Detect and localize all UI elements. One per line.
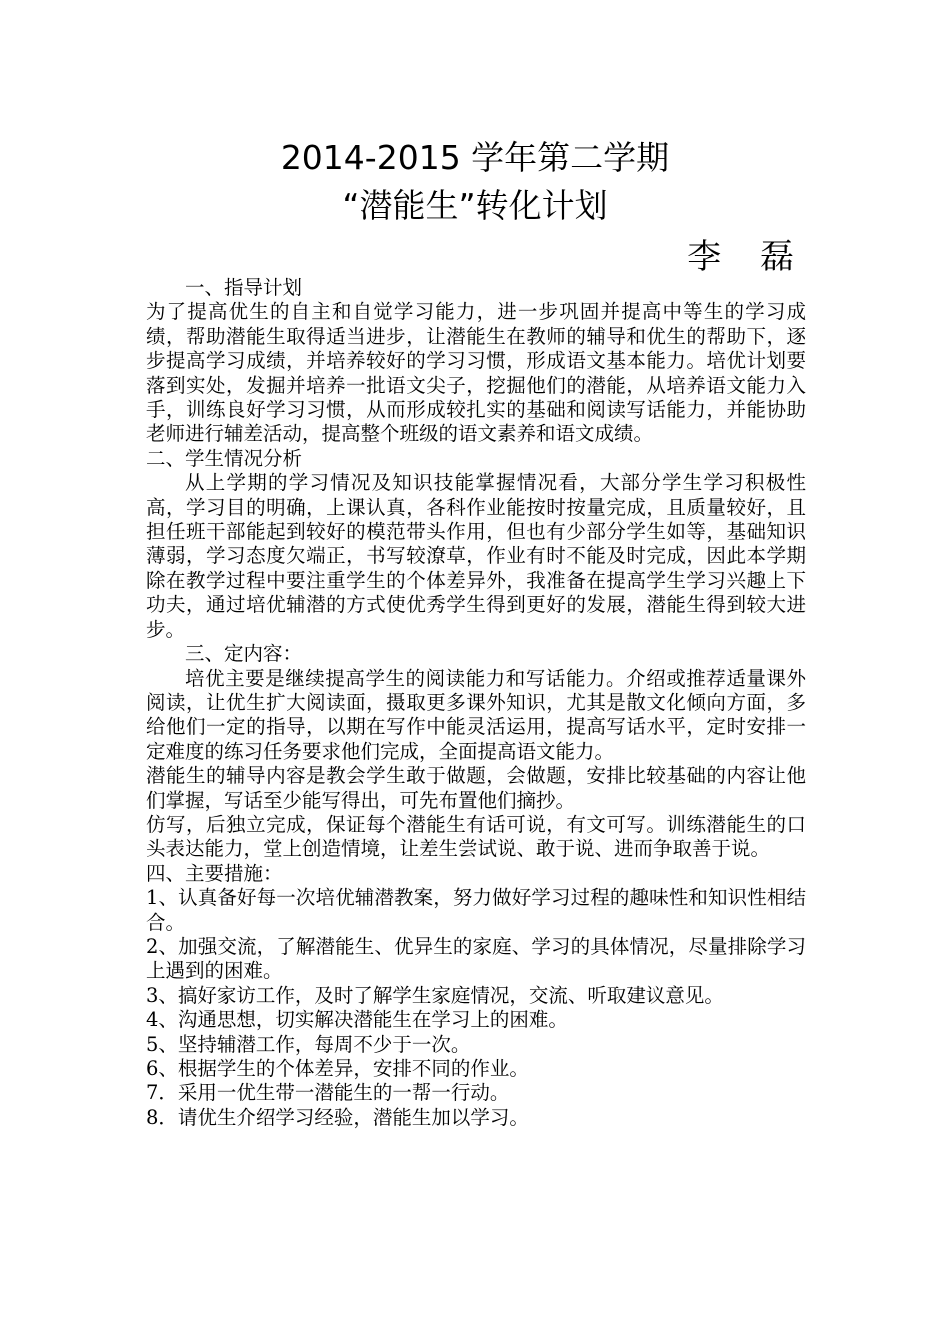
measure-item: 5、坚持辅潜工作，每周不少于一次。 xyxy=(146,1032,471,1056)
section-3-heading: 三、定内容： xyxy=(185,642,303,666)
author-name: 李 磊 xyxy=(687,237,808,277)
measure-item: 1、认真备好每一次培优辅潜教案，努力做好学习过程的趣味性和知识性相结合。 xyxy=(146,886,806,934)
measure-item: 7．采用一优生带一潜能生的一帮一行动。 xyxy=(146,1081,510,1105)
title-line-1: 2014-2015 学年第二学期 xyxy=(280,138,670,177)
measure-item: 2、加强交流，了解潜能生、优异生的家庭、学习的具体情况，尽量排除学习上遇到的困难。 xyxy=(146,934,806,983)
section-3-paragraph-2: 潜能生的辅导内容是教会学生敢于做题，会做题，安排比较基础的内容让他们掌握，写话至少能写得出，可先布置他们摘抄。 xyxy=(146,764,806,812)
section-2-paragraph: 从上学期的学习情况及知识技能掌握情况看，大部分学生学习积极性高，学习目的明确，上课认真，各科作业能按时按量完成，且质量较好，且担任班干部能起到较好的模范带头作用，但也有少部分学生如等，基础知识薄弱，学习态度欠端正，书写较潦草，作业有时不能及时完成，因此本学期除在教学过程中要注重学生的个体差异外，我准备在提高学生学习兴趣上下功夫，通过培优辅潜的方式使优秀学生得到更好的发展，潜能生得到较大进步。 xyxy=(146,471,806,641)
section-3-paragraph-1: 培优主要是继续提高学生的阅读能力和写话能力。介绍或推荐适量课外阅读，让优生扩大阅读面，摄取更多课外知识，尤其是散文化倾向方面，多给他们一定的指导，以期在写作中能灵活运用，提高写话水平，定时安排一定难度的练习任务要求他们完成，全面提高语文能力。 xyxy=(146,666,806,763)
measure-item: 8．请优生介绍学习经验，潜能生加以学习。 xyxy=(146,1105,529,1129)
section-3-paragraph-3: 仿写，后独立完成，保证每个潜能生有话可说，有文可写。训练潜能生的口头表达能力，堂上创造情境，让差生尝试说、敢于说、进而争取善于说。 xyxy=(146,812,806,861)
measure-item: 6、根据学生的个体差异，安排不同的作业。 xyxy=(146,1057,529,1080)
document-body xyxy=(146,276,806,1130)
measure-item: 3、搞好家访工作，及时了解学生家庭情况，交流、听取建议意见。 xyxy=(146,983,724,1007)
section-1-paragraph: 为了提高优生的自主和自觉学习能力，进一步巩固并提高中等生的学习成绩，帮助潜能生取得适当进步，让潜能生在教师的辅导和优生的帮助下，逐步提高学习成绩，并培养较好的学习习惯，形成语文基本能力。培优计划要落到实处，发掘并培养一批语文尖子，挖掘他们的潜能，从培养语文能力入手，训练良好学习习惯，从而形成较扎实的基础和阅读写话能力，并能协助老师进行辅差活动，提高整个班级的语文素养和语文成绩。 xyxy=(146,300,806,446)
section-1-heading: 一、指导计划 xyxy=(185,276,303,299)
section-4-heading: 四、主要措施： xyxy=(146,861,283,885)
measure-item: 4、沟通思想，切实解决潜能生在学习上的困难。 xyxy=(146,1008,568,1032)
section-2-heading: 二、学生情况分析 xyxy=(146,446,303,470)
title-line-2: “潜能生”转化计划 xyxy=(342,186,608,225)
